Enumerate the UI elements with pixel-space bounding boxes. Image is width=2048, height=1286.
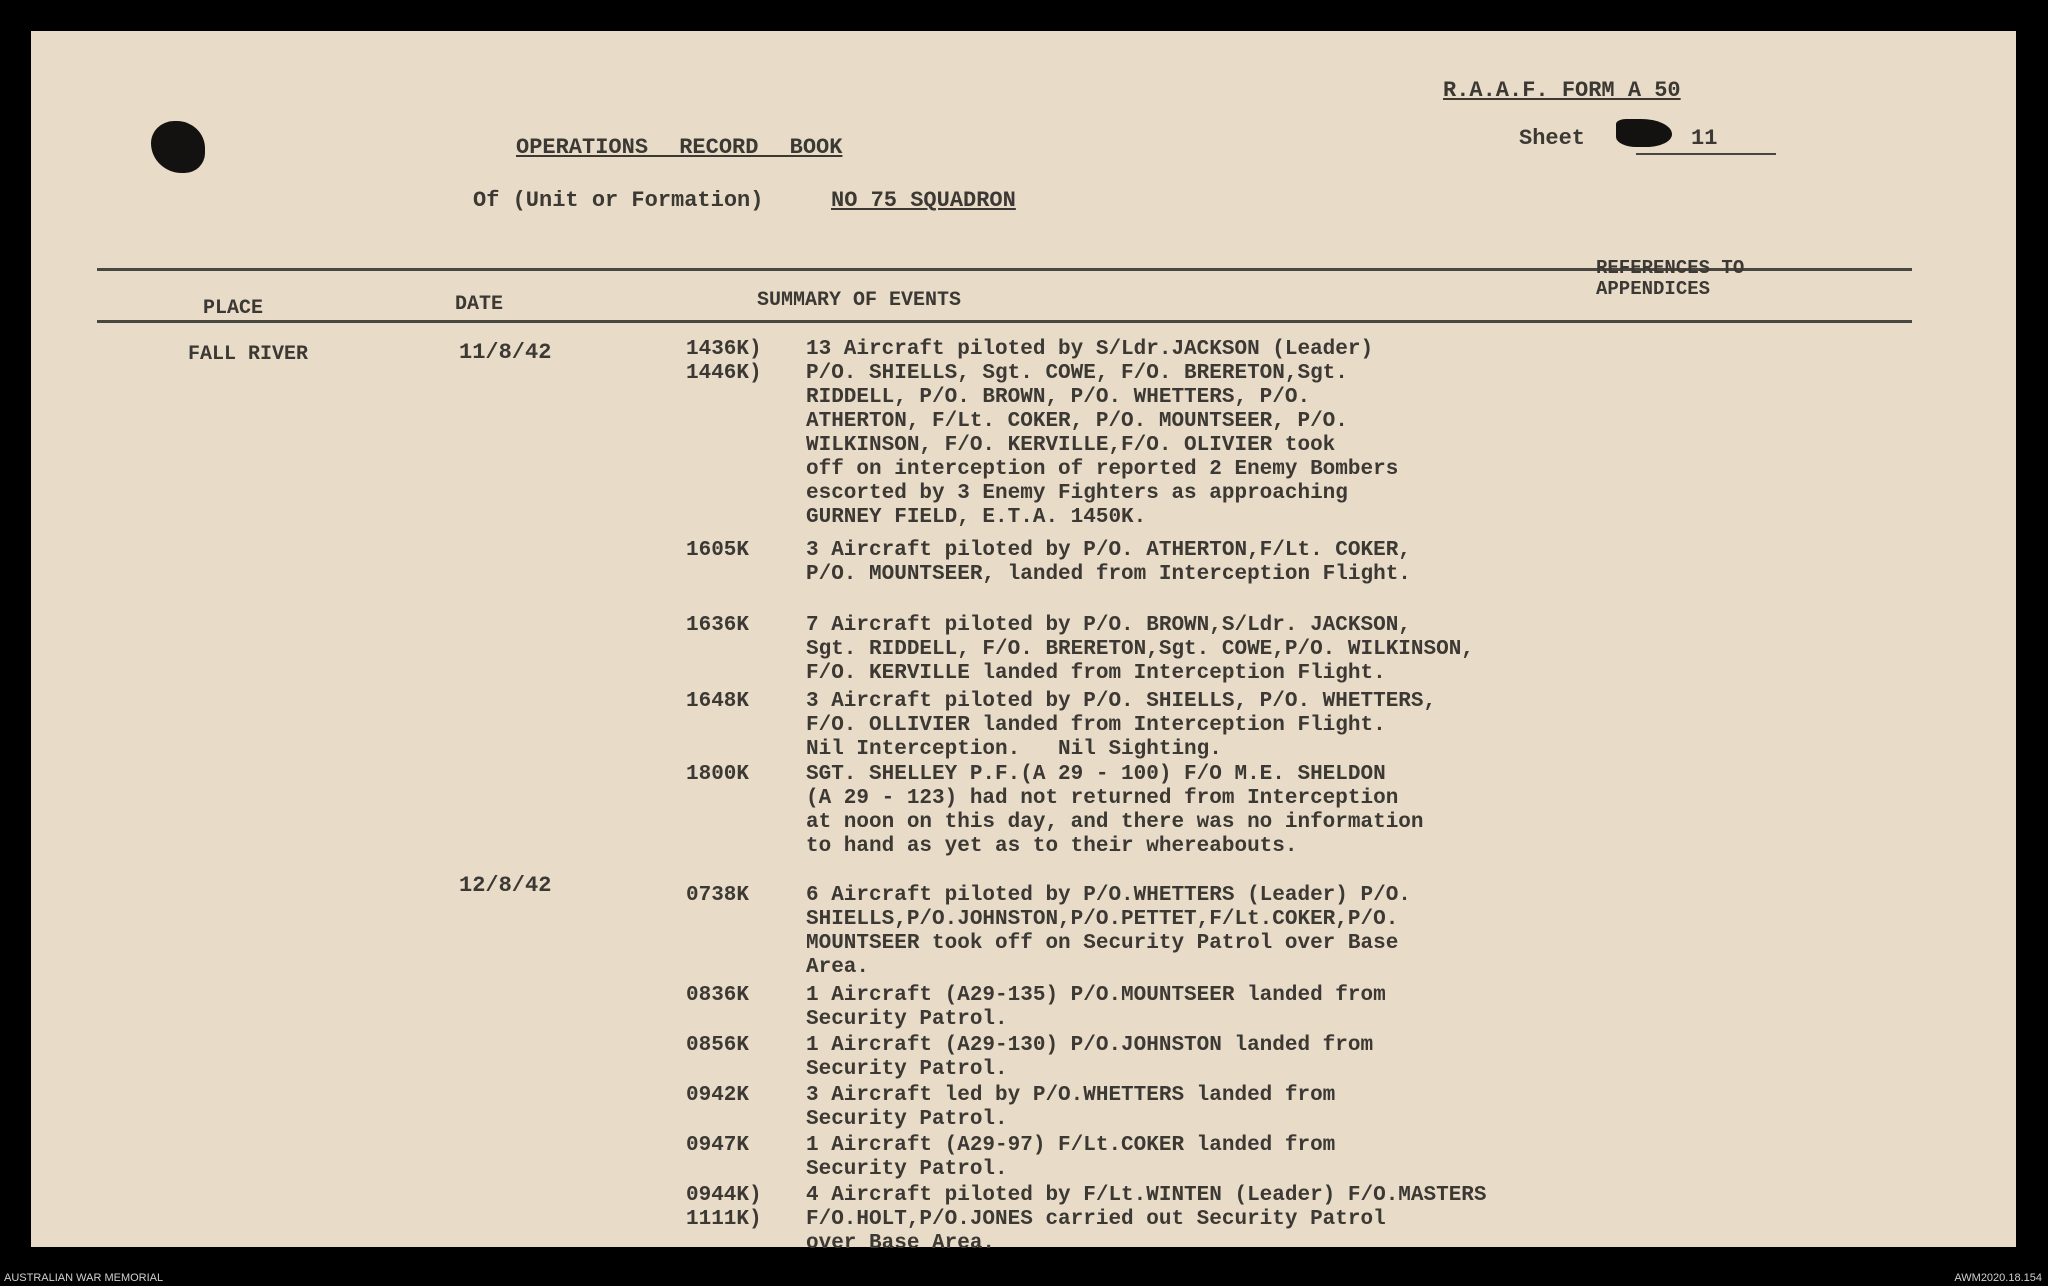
entry-time: 1800K (686, 763, 750, 786)
col-summary: SUMMARY OF EVENTS (757, 289, 962, 312)
sheet-label: Sheet (1519, 126, 1586, 151)
entry-line: Nil Interception. Nil Sighting. (806, 738, 1222, 761)
place-name: FALL RIVER (188, 343, 309, 366)
entry-time: 1648K (686, 690, 750, 713)
sheet-number: 11 (1691, 126, 1718, 151)
entry-line: P/O. SHIELLS, Sgt. COWE, F/O. BRERETON,Sgt. (806, 362, 1348, 385)
entry-time: 1605K (686, 539, 750, 562)
entry-line: to hand as yet as to their whereabouts. (806, 835, 1298, 858)
date-day-1: 11/8/42 (459, 340, 552, 365)
col-date: DATE (455, 293, 504, 316)
entry-time: 0942K (686, 1084, 750, 1107)
entry-text (806, 1084, 1686, 1132)
unit-name: NO 75 SQUADRON (831, 188, 1016, 213)
entry-line: 7 Aircraft piloted by P/O. BROWN,S/Ldr. JACKSON, (806, 614, 1411, 637)
entry-line: escorted by 3 Enemy Fighters as approaching (806, 482, 1348, 505)
entry-line: 1 Aircraft (A29-135) P/O.MOUNTSEER landed from (806, 984, 1386, 1007)
punch-hole (151, 121, 205, 173)
footer-right: AWM2020.18.154 (1954, 1272, 2042, 1284)
entry-line: 1 Aircraft (A29-97) F/Lt.COKER landed from (806, 1134, 1336, 1157)
col-place: PLACE (203, 297, 264, 320)
entry-line: Security Patrol. (806, 1058, 1008, 1081)
entry-text (806, 884, 1686, 980)
entry-line: ATHERTON, F/Lt. COKER, P/O. MOUNTSEER, P/O. (806, 410, 1348, 433)
entry-line: Area. (806, 956, 870, 979)
entry-line: off on interception of reported 2 Enemy Bombers (806, 458, 1399, 481)
entry-line: 3 Aircraft piloted by P/O. ATHERTON,F/Lt. COKER, (806, 539, 1411, 562)
entry-text (806, 763, 1686, 859)
entry-line: P/O. MOUNTSEER, landed from Interception Flight. (806, 563, 1411, 586)
col-references-line2: APPENDICES (1596, 278, 1711, 300)
entry-line: F/O. KERVILLE landed from Interception Flight. (806, 662, 1386, 685)
entry-line: Security Patrol. (806, 1158, 1008, 1181)
entry-line: F/O.HOLT,P/O.JONES carried out Security Patrol (806, 1208, 1386, 1231)
entry-text (806, 1034, 1686, 1082)
footer-left: AUSTRALIAN WAR MEMORIAL (4, 1272, 164, 1284)
entry-line: Security Patrol. (806, 1108, 1008, 1131)
entry-text (806, 984, 1686, 1032)
entry-text (806, 690, 1686, 762)
entry-line: F/O. OLLIVIER landed from Interception Flight. (806, 714, 1386, 737)
entry-line: 3 Aircraft piloted by P/O. SHIELLS, P/O. WHETTERS, (806, 690, 1437, 713)
entry-line: Security Patrol. (806, 1008, 1008, 1031)
entry-line: at noon on this day, and there was no information (806, 811, 1424, 834)
entry-line: GURNEY FIELD, E.T.A. 1450K. (806, 506, 1147, 529)
entry-line: MOUNTSEER took off on Security Patrol over Base (806, 932, 1399, 955)
entry-line: RIDDELL, P/O. BROWN, P/O. WHETTERS, P/O. (806, 386, 1311, 409)
entry-line: 4 Aircraft piloted by F/Lt.WINTEN (Leader) F/O.MASTERS (806, 1184, 1487, 1207)
document-title: OPERATIONS RECORD BOOK (516, 135, 843, 160)
entry-line: SHIELLS,P/O.JOHNSTON,P/O.PETTET,F/Lt.COKER,P/O. (806, 908, 1399, 931)
entry-time: 0947K (686, 1134, 750, 1157)
entry-text (806, 614, 1686, 686)
date-day-2: 12/8/42 (459, 873, 552, 898)
ink-blot (1616, 119, 1672, 147)
entry-line: over Base Area. (806, 1232, 996, 1255)
entry-text (806, 1134, 1686, 1182)
entry-line: 3 Aircraft led by P/O.WHETTERS landed from (806, 1084, 1336, 1107)
entry-line: 6 Aircraft piloted by P/O.WHETTERS (Leader) P/O. (806, 884, 1411, 907)
entry-line: Sgt. RIDDELL, F/O. BRERETON,Sgt. COWE,P/O. WILKINSON, (806, 638, 1474, 661)
entry-time: 0738K (686, 884, 750, 907)
entry-text (806, 338, 1686, 530)
record-sheet (31, 31, 2016, 1255)
entry-text (806, 539, 1686, 587)
sheet-number-underline (1636, 153, 1776, 155)
entry-text (806, 1184, 1686, 1256)
form-reference: R.A.A.F. FORM A 50 (1443, 78, 1681, 103)
unit-label: Of (Unit or Formation) (473, 188, 764, 213)
col-references-line1: REFERENCES TO (1596, 257, 1745, 279)
header-bottom-rule (97, 320, 1912, 323)
entry-line: (A 29 - 123) had not returned from Interception (806, 787, 1399, 810)
entry-line: 13 Aircraft piloted by S/Ldr.JACKSON (Leader) (806, 338, 1374, 361)
entry-time: 0944K) 1111K) (686, 1184, 762, 1231)
entry-line: SGT. SHELLEY P.F.(A 29 - 100) F/O M.E. SHELDON (806, 763, 1386, 786)
entry-line: 1 Aircraft (A29-130) P/O.JOHNSTON landed from (806, 1034, 1374, 1057)
entry-time: 0856K (686, 1034, 750, 1057)
entry-time: 1636K (686, 614, 750, 637)
entry-line: WILKINSON, F/O. KERVILLE,F/O. OLIVIER took (806, 434, 1336, 457)
entry-time: 0836K (686, 984, 750, 1007)
entry-time: 1436K) 1446K) (686, 338, 762, 385)
